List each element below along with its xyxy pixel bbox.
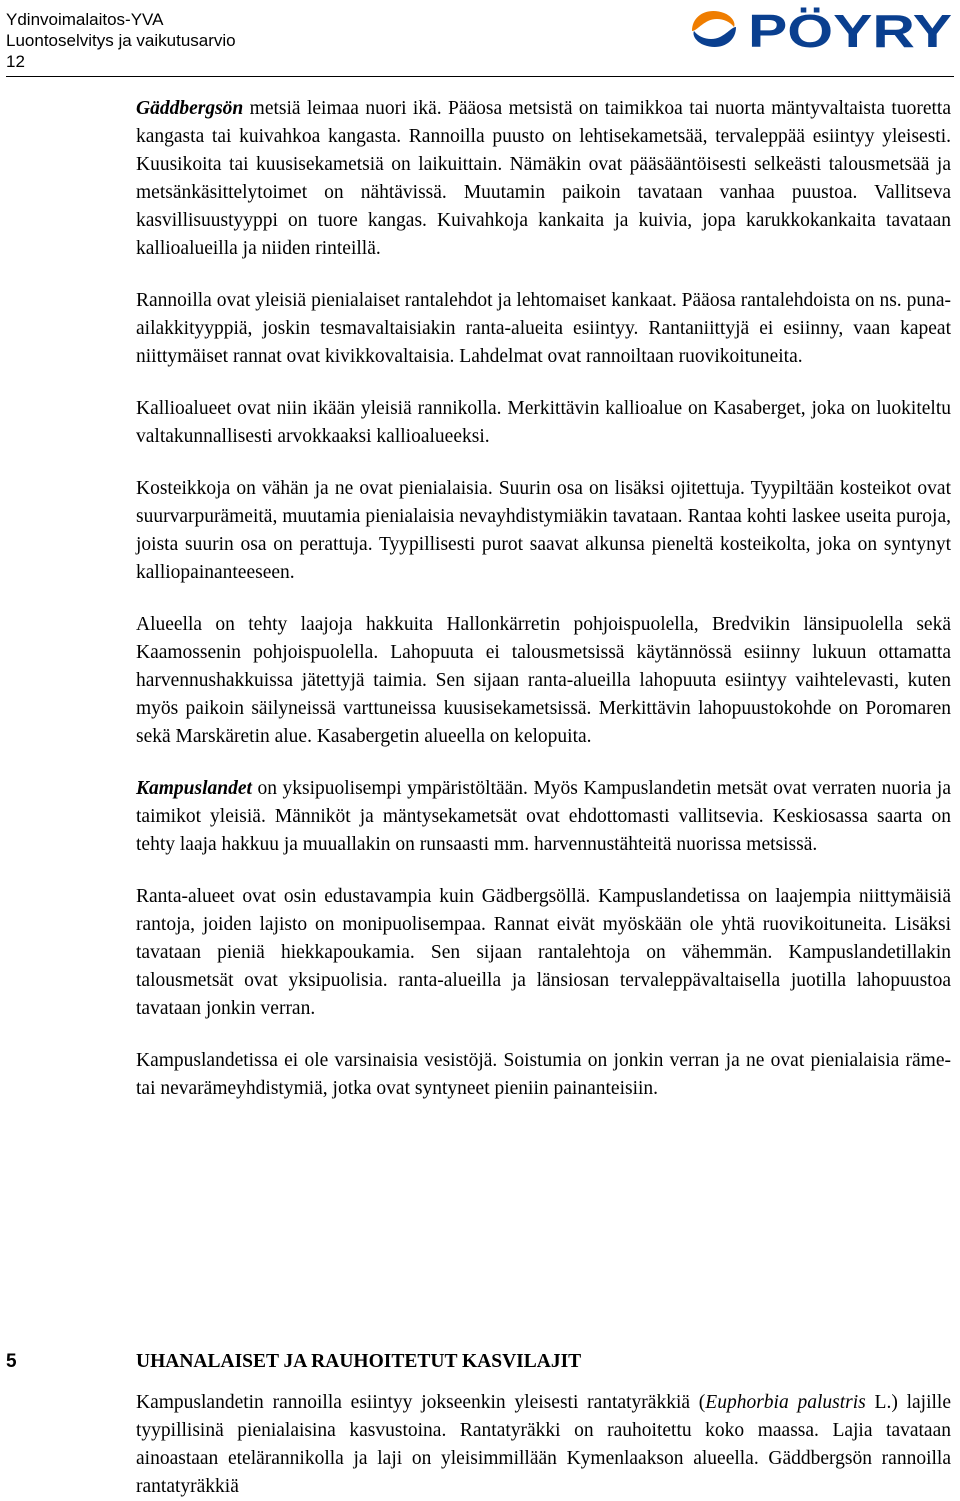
poyry-logo: [688, 5, 954, 53]
page-number: 12: [6, 52, 25, 71]
paragraph-gaddbergso: Gäddbergsön metsiä leimaa nuori ikä. Pääosa metsistä on taimikkoa tai nuorta mäntyvaltaista tuoretta kangasta tai kuivahkoa kangasta. Rannoilla puusto on lehtisekametsää, tervaleppää esiintyy yleisesti. Kuusikoita tai kuusisekametsiä on laikuittain. Nämäkin ovat pääsääntöisesti selkeästi talousmetsää ja metsänkäsittelytoimet on nähtävissä. Muutamin paikoin tavataan vanhaa puustoa. Vallitseva kasvillisuustyyppi on tuore kangas. Kuivahkoja kankaita ja kuivia, jopa karukkokankaita tavataan kallioalueilla ja niiden rinteillä.: [136, 98, 951, 259]
document-header: [6, 9, 236, 72]
paragraph-wetlands: Kosteikkoja on vähän ja ne ovat pienialaisia. Suurin osa on lisäksi ojitettuja. Tyypiltään kosteikot ovat suurvarpurämeitä, muutamia pienialaisia nevayhdistymiäkin tavataan. Rantaa kohti laskee useita puroja, joista suurin osa on perattuja. Tyypillisesti purot saavat alkunsa pieneltä kosteikolta, joka on syntynyt kalliopainanteeseen.: [136, 478, 951, 583]
section-body: Kampuslandetin rannoilla esiintyy jokseenkin yleisesti rantatyräkkiä (Euphorbia palustris L.) lajille tyypillisinä pienialaisina kasvustoina. Rantatyräkki on rauhoitettu koko maassa. Lajia tavataan ainoastaan etelärannikolla ja laji on yleisimmillään Kymenlaakson alueella. Gäddbergsön rannoilla rantatyräkkiä: [136, 1392, 952, 1497]
poyry-swirl-icon: [692, 11, 736, 47]
paragraph-rock-areas: Kallioalueet ovat niin ikään yleisiä rannikolla. Merkittävin kallioalue on Kasaberget, joka on luokiteltu valtakunnallisesti arvokkaaksi kallioalueeksi.: [136, 398, 951, 447]
header-project-title: Ydinvoimalaitos-YVA: [6, 10, 164, 29]
paragraph-kampuslandet-waters: Kampuslandetissa ei ole varsinaisia vesistöjä. Soistumia on jonkin verran ja ne ovat pienialaisia räme- tai nevarämeyhdistymiä, jotka ovat syntyneet pieniin painanteisiin.: [136, 1050, 951, 1099]
poyry-logo-text: PÖYRY: [748, 5, 952, 53]
header-divider: [6, 76, 954, 77]
paragraph-shores: Rannoilla ovat yleisiä pienialaiset rantalehdot ja lehtomaiset kankaat. Pääosa rantalehdoista on ns. puna-ailakkityyppiä, joskin tesmavaltaisiakin ranta-alueita esiintyy. Rantaniittyjä ei esiinny, vaan kapeat niittymäiset rannat ovat kivikkovaltaisia. Lahdelmat ovat rannoiltaan ruovikoituneita.: [136, 290, 951, 367]
body-text: [136, 95, 951, 1103]
section-title: UHANALAISET JA RAUHOITETUT KASVILAJIT: [136, 1351, 582, 1372]
header-report-title: Luontoselvitys ja vaikutusarvio: [6, 31, 236, 50]
paragraph-logging: Alueella on tehty laajoja hakkuita Hallonkärretin pohjoispuolella, Bredvikin länsipuolella sekä Kaamossenin pohjoispuolella. Lahopuuta ei talousmetsissä käytännössä esiinny lukuun ottamatta harvennushakkuissa jätettyjä taimia. Sen sijaan ranta-alueilla lahopuuta esiintyy vaihtelevasti, kuten myös paikoin säilyneissä varttuneissa kuusisekametsissä. Merkittävin lahopuustokohde on Poromaren sekä Marskäretin alue. Kasabergetin alueella on kelopuita.: [136, 614, 951, 747]
paragraph-kampuslandet: Kampuslandet on yksipuolisempi ympäristöltään. Myös Kampuslandetin metsät ovat verraten nuoria ja taimikot yleisiä. Männiköt ja mäntysekametsät ovat ehdottomasti vallitsevia. Keskiosassa saarta on tehty laaja hakkuu ja muuallakin on runsaasti mm. harvennustähteitä nuorissa metsissä.: [136, 778, 951, 855]
section-number: 5: [6, 1351, 17, 1372]
paragraph-kampuslandet-shores: Ranta-alueet ovat osin edustavampia kuin Gädbergsöllä. Kampuslandetissa on laajempia niittymäisiä rantoja, joiden lajisto on monipuolisempaa. Rannat eivät myöskään ole yhtä ruovikoituneita. Lisäksi tavataan pieniä hiekkapoukamia. Sen sijaan rantalehtoja on vähemmän. Kampuslandetillakin talousmetsät ovat yksipuolisia. ranta-alueilla ja länsiosan tervaleppävaltaisella juotilla lahopuustoa tavataan jonkin verran.: [136, 886, 951, 1019]
